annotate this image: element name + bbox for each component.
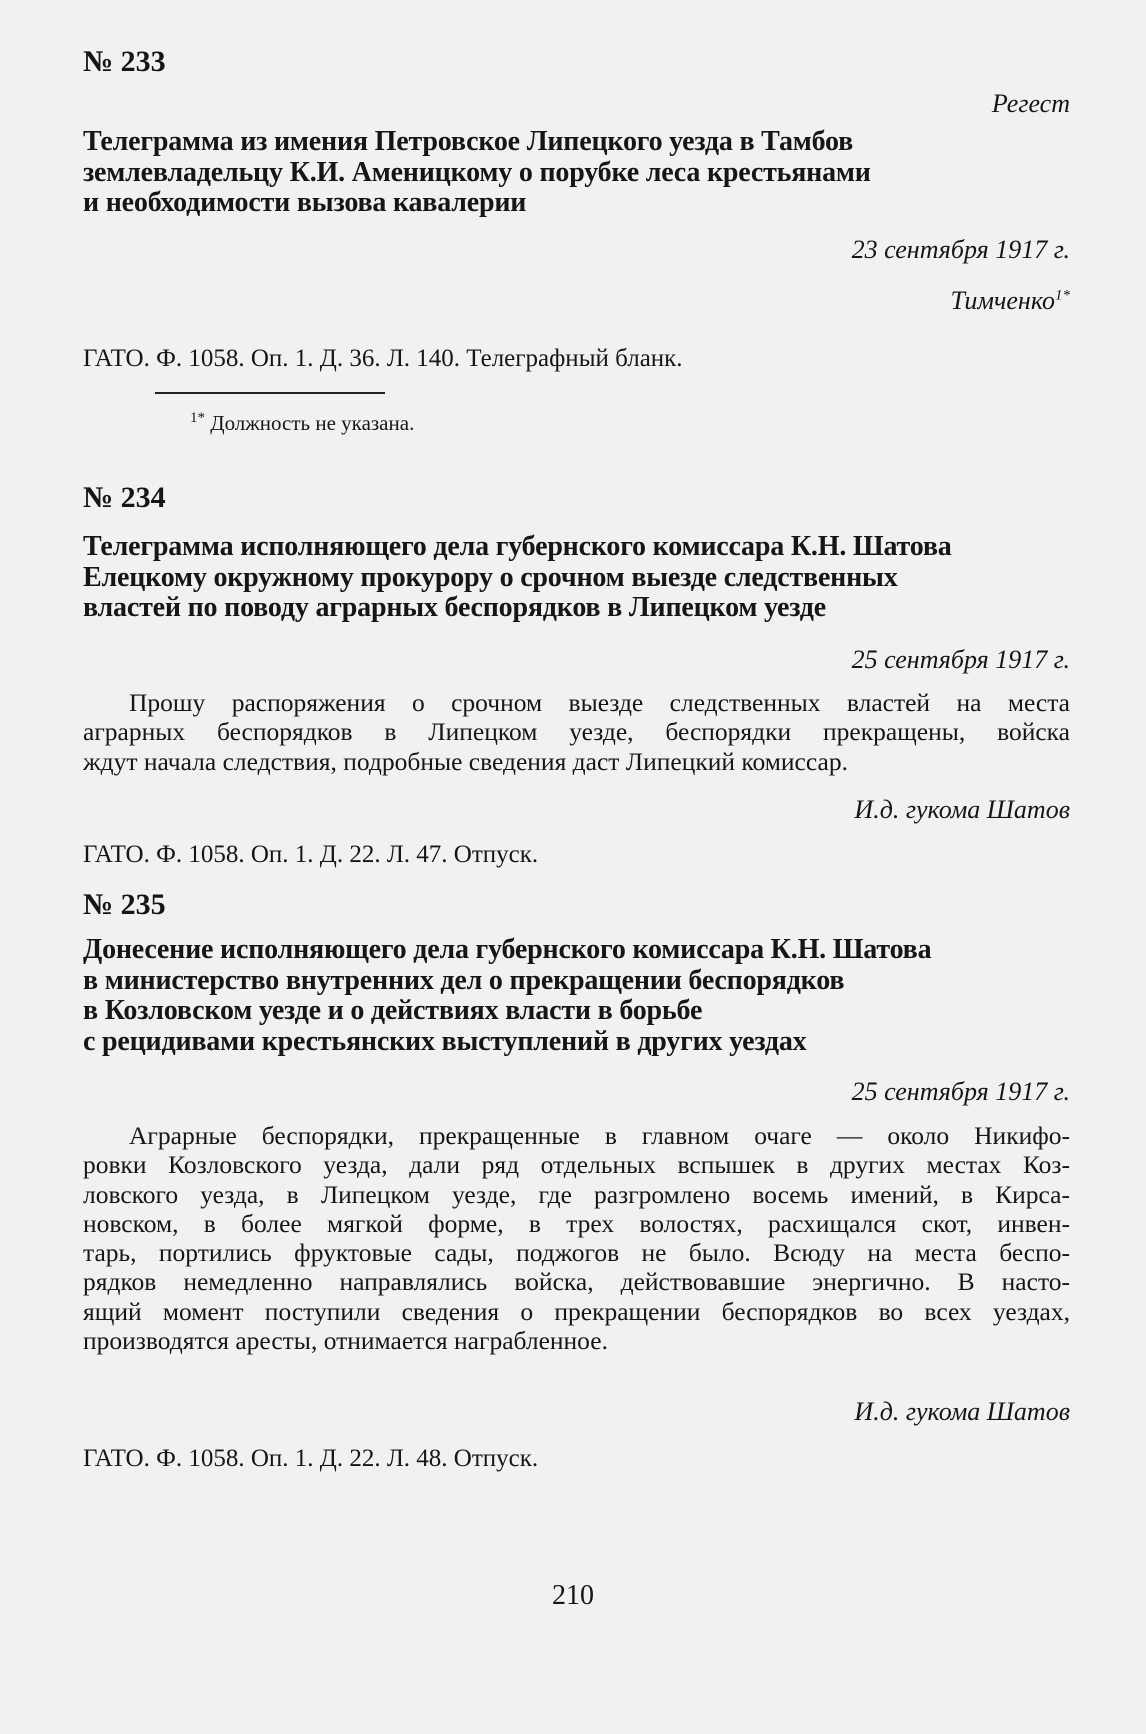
body-line: новском, в более мягкой форме, в трех волостях, расхищался скот, инвен- <box>83 1208 1070 1238</box>
document-date-235: 25 сентября 1917 г. <box>851 1077 1070 1106</box>
archive-source-234: ГАТО. Ф. 1058. Оп. 1. Д. 22. Л. 47. Отпуск. <box>83 841 539 868</box>
document-number-235: № 235 <box>83 888 166 921</box>
archive-source-235: ГАТО. Ф. 1058. Оп. 1. Д. 22. Л. 48. Отпуск. <box>83 1445 539 1472</box>
body-line: тарь, портились фруктовые сады, поджогов не было. Всюду на места беспо- <box>83 1238 1070 1268</box>
title-line: в Козловском уезде и о действиях власти в борьбе <box>83 995 703 1026</box>
body-line: ровки Козловского уезда, дали ряд отдельных вспышек в других местах Коз- <box>83 1150 1070 1180</box>
body-line: Прошу распоряжения о срочном выезде следственных властей на места <box>129 688 1070 717</box>
title-line: Елецкому окружному прокурору о срочном выезде следственных <box>83 561 898 593</box>
document-date-233: 23 сентября 1917 г. <box>851 235 1070 264</box>
footnote-divider <box>155 392 385 394</box>
regest-label: Регест <box>991 89 1070 118</box>
body-line: ждут начала следствия, подробные сведения даст Липецкий комиссар. <box>83 746 848 776</box>
title-line: в министерство внутренних дел о прекращении беспорядков <box>83 964 845 996</box>
title-line: землевладельцу К.И. Аменицкому о порубке леса крестьянами <box>83 156 871 188</box>
document-date-234: 25 сентября 1917 г. <box>851 645 1070 674</box>
footnote-ref: 1* <box>1055 287 1070 304</box>
body-line: аграрных беспорядков в Липецком уезде, беспорядки прекращены, войска <box>83 717 1070 747</box>
body-line: рядков немедленно направлялись войска, действовавшие энергично. В насто- <box>83 1267 1070 1297</box>
body-line: Аграрные беспорядки, прекращенные в главном очаге — около Никифо- <box>129 1121 1070 1150</box>
title-line: властей по поводу аграрных беспорядков в Липецком уезде <box>83 592 826 623</box>
title-line: Телеграмма исполняющего дела губернского комиссара К.Н. Шатова <box>83 531 952 562</box>
document-body-234 <box>83 688 1070 776</box>
document-number-234: № 234 <box>83 481 166 514</box>
signature-233 <box>83 286 1070 316</box>
body-line: производятся аресты, отнимается награбленное. <box>83 1326 608 1356</box>
document-title-233 <box>83 127 1070 219</box>
document-body-235 <box>83 1121 1070 1355</box>
title-line: Донесение исполняющего дела губернского комиссара К.Н. Шатова <box>83 934 932 965</box>
signature-name: Тимченко <box>950 286 1055 315</box>
archive-source-233: ГАТО. Ф. 1058. Оп. 1. Д. 36. Л. 140. Телеграфный бланк. <box>83 345 683 372</box>
document-title-235 <box>83 935 1070 1057</box>
page-number: 210 <box>552 1580 594 1611</box>
signature-235: И.д. гукома Шатов <box>854 1397 1070 1426</box>
title-line: с рецидивами крестьянских выступлений в других уездах <box>83 1025 807 1057</box>
footnote-mark: 1* <box>190 410 205 426</box>
footnote-233 <box>190 410 1146 436</box>
signature-234: И.д. гукома Шатов <box>854 795 1070 824</box>
title-line: Телеграмма из имения Петровское Липецкого уезда в Тамбов <box>83 126 854 157</box>
footnote-text: Должность не указана. <box>210 411 415 435</box>
title-line: и необходимости вызова кавалерии <box>83 187 527 218</box>
body-line: ящий момент поступили сведения о прекращении беспорядков во всех уездах, <box>83 1296 1070 1326</box>
document-number-233: № 233 <box>83 45 166 78</box>
body-line: ловского уезда, в Липецком уезде, где разгромлено восемь имений, в Кирса- <box>83 1179 1070 1209</box>
document-title-234 <box>83 532 1070 624</box>
